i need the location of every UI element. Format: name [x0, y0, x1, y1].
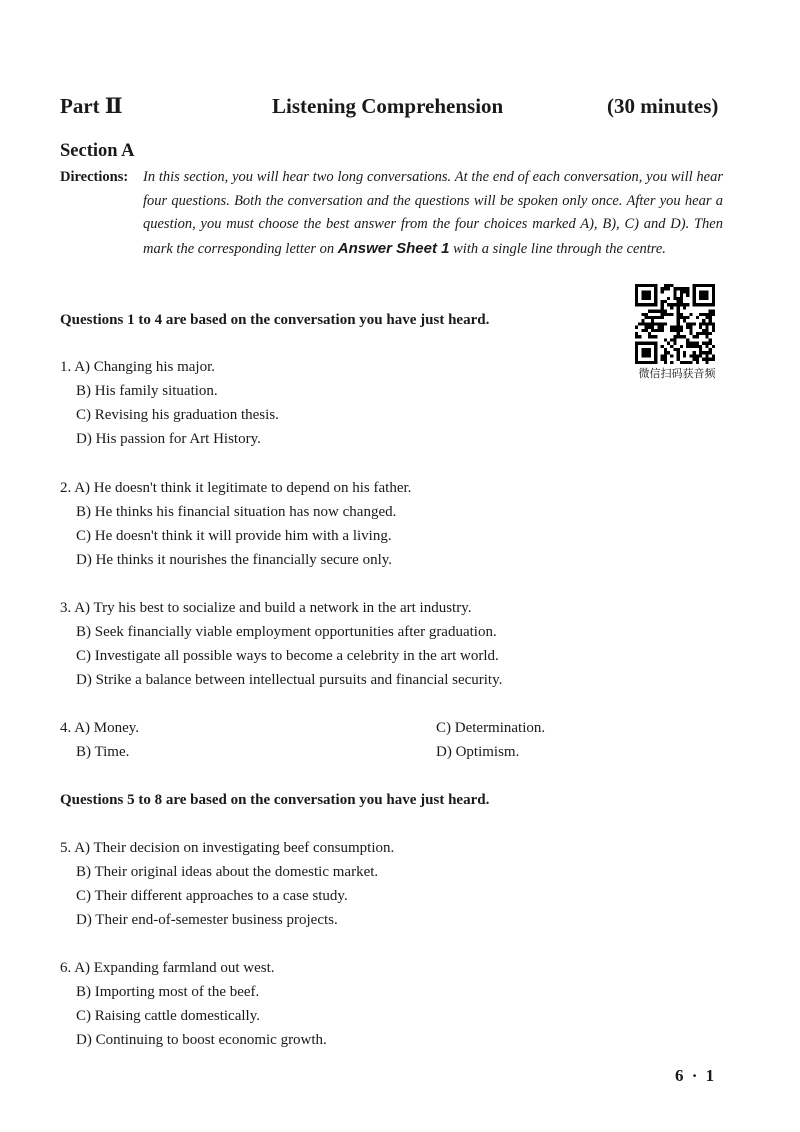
- question-6-option-a: [60, 958, 275, 978]
- question-5-option-d: D) Their end-of-semester business projects.: [76, 912, 338, 928]
- directions-text: [143, 166, 723, 261]
- question-number: 5.: [60, 840, 72, 856]
- question-3-option-d: D) Strike a balance between intellectual pursuits and financial security.: [76, 672, 503, 688]
- answer-sheet-reference: Answer Sheet 1: [337, 239, 450, 257]
- question-1-option-b: B) His family situation.: [76, 383, 218, 399]
- question-2-option-a: [60, 478, 411, 498]
- option-text: A) Their decision on investigating beef consumption.: [74, 840, 395, 856]
- question-number: 2.: [60, 480, 72, 496]
- option-text: A) He doesn't think it legitimate to depend on his father.: [74, 480, 412, 496]
- question-5-option-a: [60, 838, 394, 858]
- question-4-option-a: [60, 718, 139, 738]
- question-5-option-c: C) Their different approaches to a case study.: [76, 888, 348, 904]
- question-number: 6.: [60, 960, 72, 976]
- option-text: A) Money.: [74, 720, 140, 736]
- question-5-option-b: B) Their original ideas about the domestic market.: [76, 864, 379, 880]
- question-1-option-a: [60, 357, 215, 377]
- section-title: Section A: [60, 141, 135, 161]
- part-time-limit: (30 minutes): [607, 94, 719, 118]
- question-number: 4.: [60, 720, 72, 736]
- qr-caption: 微信扫码获音频: [638, 367, 716, 380]
- part-label: Part Ⅱ: [60, 94, 123, 118]
- question-6-option-b: B) Importing most of the beef.: [76, 984, 260, 1000]
- page-number: 6 · 1: [675, 1066, 717, 1085]
- directions-label: Directions:: [60, 169, 129, 185]
- question-group-header: Questions 1 to 4 are based on the conversation you have just heard.: [60, 312, 490, 328]
- question-4-option-d: D) Optimism.: [436, 744, 520, 760]
- question-number: 1.: [60, 359, 72, 375]
- question-2-option-c: C) He doesn't think it will provide him with a living.: [76, 528, 392, 544]
- question-3-option-b: B) Seek financially viable employment opportunities after graduation.: [76, 624, 497, 640]
- question-2-option-b: B) He thinks his financial situation has now changed.: [76, 504, 397, 520]
- question-2-option-d: D) He thinks it nourishes the financially secure only.: [76, 552, 393, 568]
- question-group-header: Questions 5 to 8 are based on the conversation you have just heard.: [60, 792, 490, 808]
- directions-text-after: with a single line through the centre.: [449, 240, 666, 257]
- question-1-option-c: C) Revising his graduation thesis.: [76, 407, 279, 423]
- question-1-option-d: D) His passion for Art History.: [76, 431, 261, 447]
- question-number: 3.: [60, 600, 72, 616]
- question-6-option-c: C) Raising cattle domestically.: [76, 1008, 260, 1024]
- qr-code-icon: [635, 284, 715, 364]
- question-3-option-c: C) Investigate all possible ways to become a celebrity in the art world.: [76, 648, 499, 664]
- directions-text-before: In this section, you will hear two long conversations. At the end of each conversation, you will hear four questions. Both the conversation and the questions will be spoken only once. After you hear a question, you must choose the best answer from the four choices marked A), B), C) and D). Then mark the corresponding letter on: [143, 169, 723, 257]
- part-title: Listening Comprehension: [272, 94, 504, 118]
- option-text: A) Expanding farmland out west.: [74, 960, 275, 976]
- question-6-option-d: D) Continuing to boost economic growth.: [76, 1032, 327, 1048]
- question-3-option-a: [60, 598, 472, 618]
- question-4-option-c: C) Determination.: [436, 720, 546, 736]
- option-text: A) Changing his major.: [74, 359, 216, 375]
- option-text: A) Try his best to socialize and build a network in the art industry.: [74, 600, 472, 616]
- question-4-option-b: B) Time.: [76, 744, 130, 760]
- qr-code-block: [629, 284, 725, 384]
